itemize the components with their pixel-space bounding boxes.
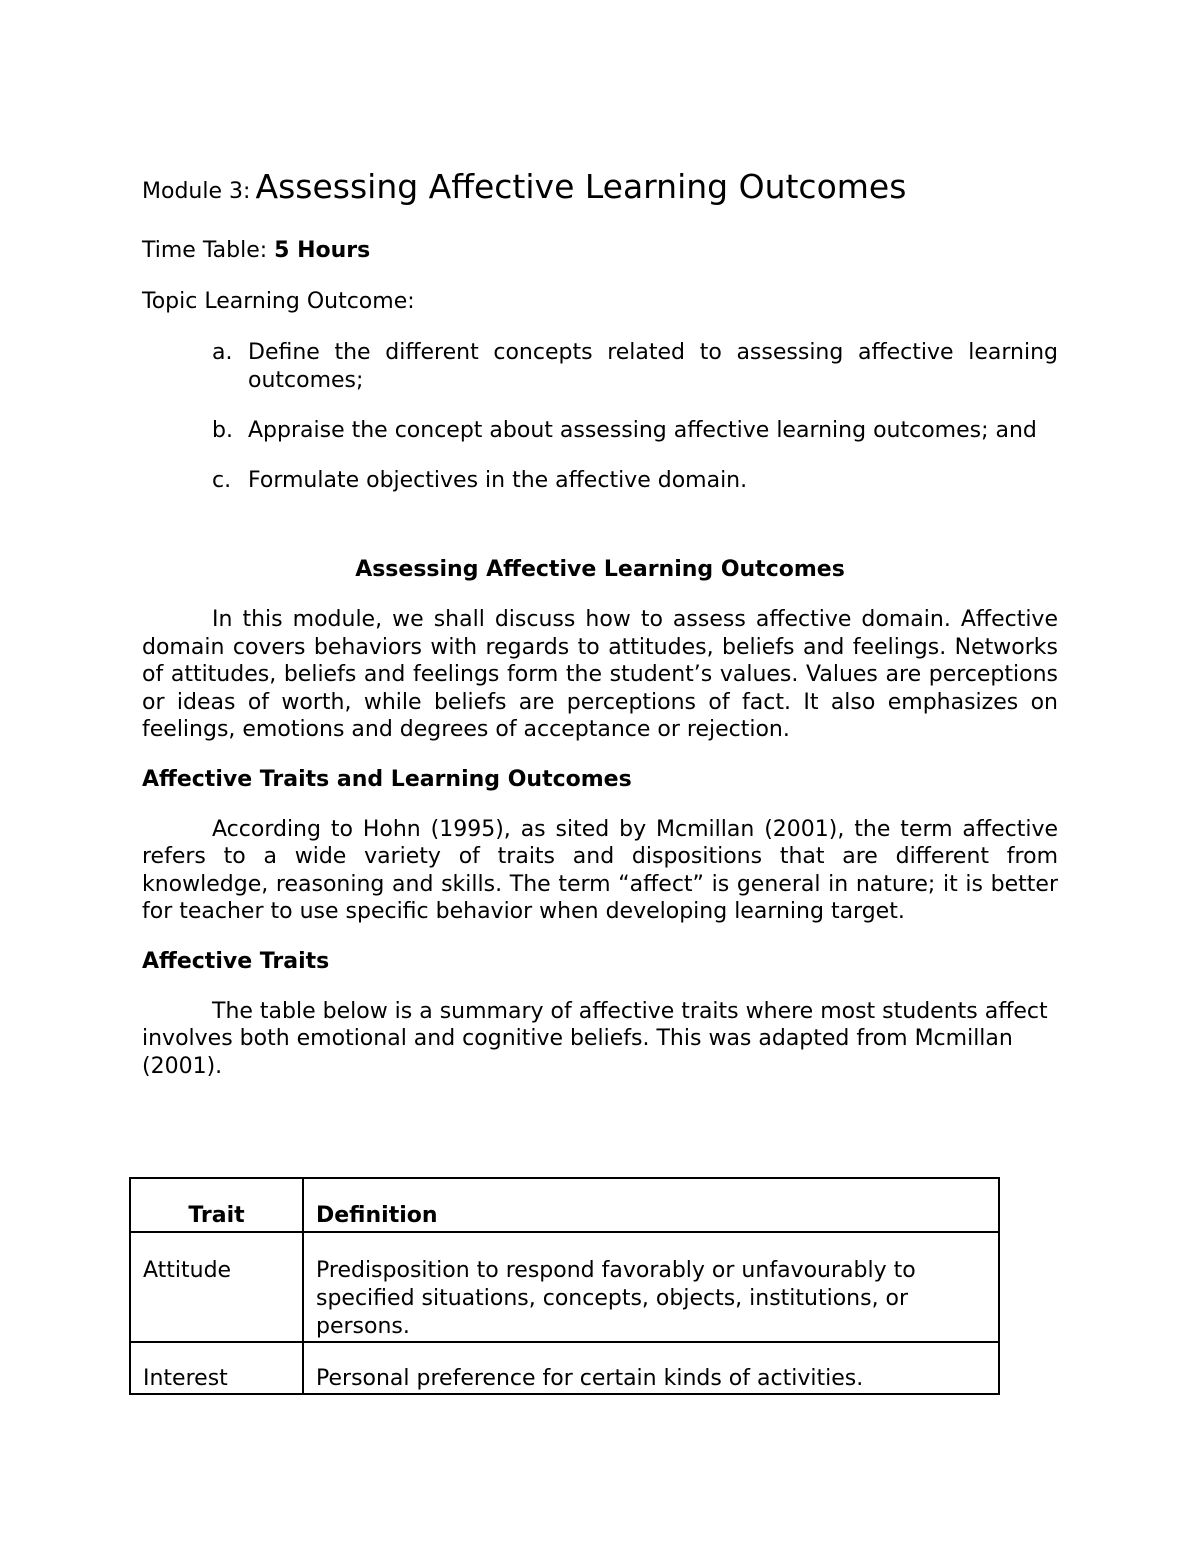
timetable-label: Time Table: bbox=[142, 238, 268, 263]
module-title: Assessing Affective Learning Outcomes bbox=[255, 167, 907, 206]
table-header-trait: Trait bbox=[130, 1178, 303, 1232]
outcome-marker: b. bbox=[212, 418, 233, 443]
section-paragraph-traits: The table below is a summary of affective traits where most students affect involves both emotional and cognitive beliefs. This was adapted from Mcmillan (2001). bbox=[142, 998, 1048, 1079]
timetable-line bbox=[142, 237, 1058, 265]
outcome-item bbox=[142, 339, 1058, 395]
table-cell-definition: Predisposition to respond favorably or unfavourably to specified situations, concepts, objects, institutions, or persons. bbox=[303, 1232, 999, 1342]
table-cell-trait: Interest bbox=[130, 1342, 303, 1394]
affective-traits-table bbox=[129, 1177, 1000, 1395]
outcome-text: Formulate objectives in the affective domain. bbox=[248, 468, 748, 493]
section-paragraph-main: In this module, we shall discuss how to assess affective domain. Affective domain covers behaviors with regards to attitudes, beliefs and feelings. Networks of attitudes, beliefs and feelings form the student’s values. Values are perceptions or ideas of worth, while beliefs are perceptions of fact. It also emphasizes on feelings, emotions and degrees of acceptance or rejection. bbox=[142, 607, 1058, 742]
section-heading-traits: Affective Traits bbox=[142, 948, 330, 974]
outcome-item bbox=[142, 417, 1058, 445]
section-heading-traits-outcomes: Affective Traits and Learning Outcomes bbox=[142, 766, 632, 792]
document-body bbox=[142, 165, 1058, 1080]
timetable-value: 5 Hours bbox=[274, 238, 371, 263]
table-cell-trait: Attitude bbox=[130, 1232, 303, 1342]
table-row bbox=[130, 1232, 999, 1342]
outcome-list bbox=[142, 339, 1058, 495]
section-heading-main: Assessing Affective Learning Outcomes bbox=[355, 557, 845, 582]
outcome-text: Appraise the concept about assessing affective learning outcomes; and bbox=[248, 418, 1037, 443]
table-row bbox=[130, 1342, 999, 1394]
section-paragraph-traits-outcomes: According to Hohn (1995), as sited by Mcmillan (2001), the term affective refers to a wide variety of traits and dispositions that are different from knowledge, reasoning and skills. The term “affect” is general in nature; it is better for teacher to use specific behavior when developing learning target. bbox=[142, 816, 1058, 924]
module-heading bbox=[142, 165, 1058, 215]
outcome-marker: a. bbox=[212, 340, 233, 365]
table-header-definition: Definition bbox=[303, 1178, 999, 1232]
topic-outcome-label: Topic Learning Outcome: bbox=[142, 289, 415, 314]
table-cell-definition: Personal preference for certain kinds of activities. bbox=[303, 1342, 999, 1394]
module-label: Module 3: bbox=[142, 179, 251, 204]
outcome-marker: c. bbox=[212, 468, 232, 493]
outcome-item bbox=[142, 467, 1058, 495]
outcome-text: Define the different concepts related to assessing affective learning outcomes; bbox=[248, 340, 1058, 393]
table-header-row bbox=[130, 1178, 999, 1232]
